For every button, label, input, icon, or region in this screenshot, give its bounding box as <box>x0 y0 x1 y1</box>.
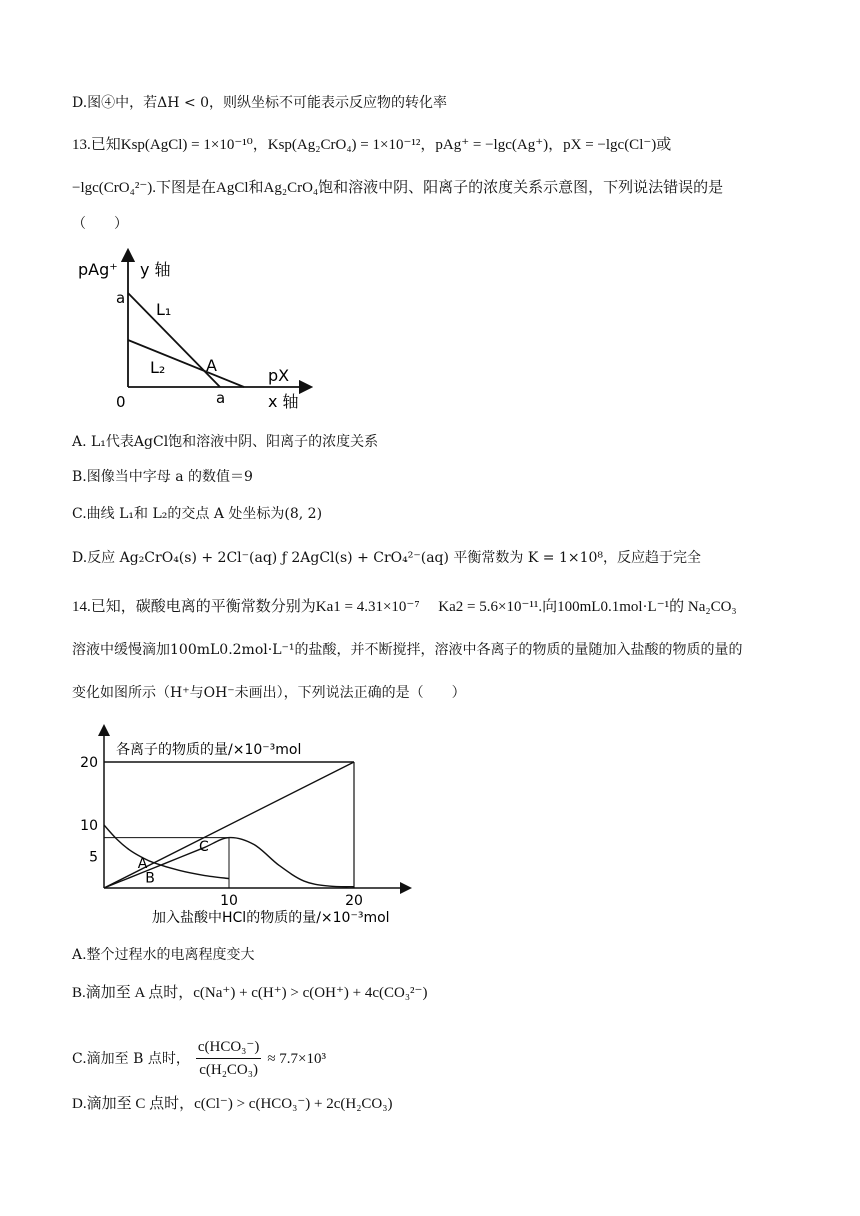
q14-stem-line1: 14.已知，碳酸电离的平衡常数分别为Ka1 = 4.31×10⁻⁷ Ka2 = 5.6×10⁻¹¹.向100mL0.1mol·L⁻¹的 Na₂CO₃ <box>72 599 737 615</box>
q13-y-axis-name: y 轴 <box>140 260 171 279</box>
q13-L1-label: L₁ <box>156 300 172 319</box>
q14-stem-line3: 变化如图所示（H⁺与OH⁻未画出），下列说法正确的是（ ） <box>72 685 466 701</box>
q14-point-C: C <box>199 838 209 855</box>
q14-option-c-fraction <box>196 1036 261 1081</box>
q14-stem-line2: 溶液中缓慢滴加100mL0.2mol·L⁻¹的盐酸，并不断搅拌，溶液中各离子的物质的量随加入盐酸的物质的量的 <box>72 642 743 658</box>
q13-a-x-label: a <box>216 389 226 407</box>
q14-series-line-3 <box>104 825 229 879</box>
q13-y-label: pAg⁺ <box>78 260 118 279</box>
q13-x-axis-name: x 轴 <box>268 392 299 411</box>
q13-answer-bracket: （ ） <box>72 216 128 232</box>
q14-x-tick-20: 20 <box>345 893 363 909</box>
q14-option-c-value: ≈ 7.7×10³ <box>267 1050 327 1067</box>
q13-point-A: A <box>206 356 217 375</box>
q14-option-c-prefix: C.滴加至 B 点时， <box>72 1050 190 1067</box>
q14-option-c-denominator: c(H₂CO₃) <box>199 1062 258 1078</box>
q14-option-a: A.整个过程水的电离程度变大 <box>72 947 255 963</box>
q13-line-L2 <box>128 340 244 387</box>
q13-option-c: C.曲线 L₁和 L₂的交点 A 处坐标为(8, 2) <box>72 506 323 522</box>
q13-option-d: D.反应 Ag₂CrO₄(s) + 2Cl⁻(aq) ƒ 2AgCl(s) + CrO₄²⁻(aq) 平衡常数为 K = 1×10⁸，反应趋于完全 <box>72 550 702 566</box>
q14-y-tick-10: 10 <box>80 818 98 834</box>
q14-point-A: A <box>137 855 148 872</box>
q14-chart <box>72 722 422 932</box>
q14-option-c-numerator: c(HCO₃⁻) <box>196 1036 261 1059</box>
q14-y-label: 各离子的物质的量/×10⁻³mol <box>116 742 302 758</box>
q13-stem-line2: −lgc(CrO₄²⁻).下图是在AgCl和Ag₂CrO₄饱和溶液中阴、阳离子的浓度关系示意图，下列说法错误的是 <box>72 180 724 196</box>
q14-option-c <box>72 1036 326 1081</box>
q12-option-d: D.图④中，若ΔH < 0，则纵坐标不可能表示反应物的转化率 <box>72 95 448 111</box>
q13-stem-line1: 13.已知Ksp(AgCl) = 1×10⁻¹⁰，Ksp(Ag₂CrO₄) = 1×10⁻¹²，pAg⁺ = −lgc(Ag⁺)，pX = −lgc(Cl⁻)或 <box>72 137 672 153</box>
q13-figure <box>70 245 320 417</box>
q13-a-y-label: a <box>116 289 126 307</box>
q13-L2-label: L₂ <box>150 358 166 377</box>
q13-option-a: A. L₁代表AgCl饱和溶液中阴、阳离子的浓度关系 <box>72 434 379 450</box>
q14-option-b: B.滴加至 A 点时，c(Na⁺) + c(H⁺) > c(OH⁺) + 4c(CO₃²⁻) <box>72 985 428 1001</box>
q13-origin: 0 <box>116 393 126 411</box>
q14-option-d: D.滴加至 C 点时，c(Cl⁻) > c(HCO₃⁻) + 2c(H₂CO₃) <box>72 1096 393 1112</box>
q14-y-tick-5: 5 <box>89 849 98 866</box>
q14-y-tick-20: 20 <box>80 755 98 771</box>
q14-point-B: B <box>145 870 155 887</box>
q14-x-tick-10: 10 <box>220 893 238 909</box>
q13-option-b: B.图像当中字母 a 的数值＝9 <box>72 469 253 485</box>
q13-x-label: pX <box>268 366 290 385</box>
q14-x-label: 加入盐酸中HCl的物质的量/×10⁻³mol <box>152 910 390 926</box>
